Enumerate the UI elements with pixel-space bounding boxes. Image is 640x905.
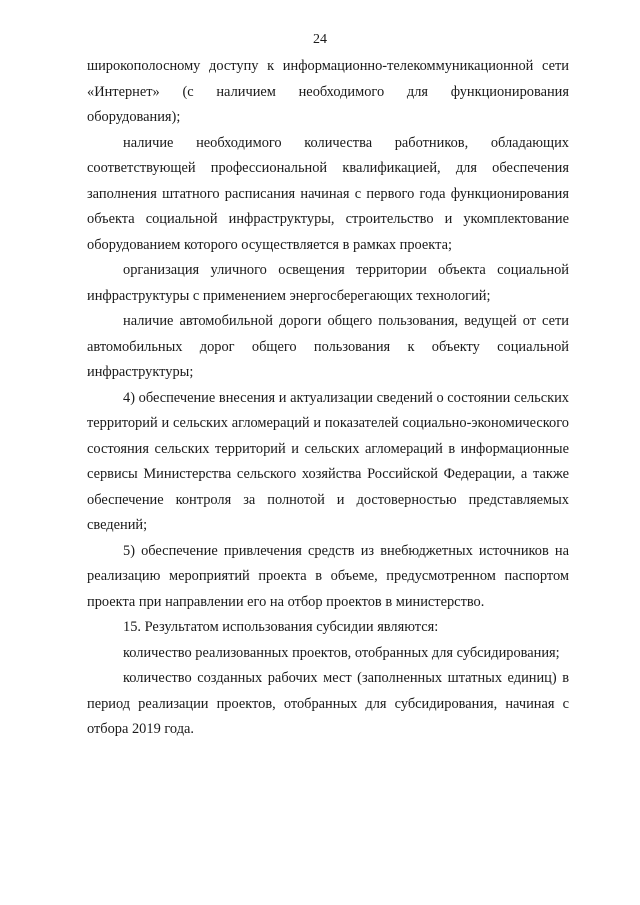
paragraph-road: наличие автомобильной дороги общего пользования, ведущей от сети автомобильных дорог общего пользования к объекту социальной инфраструктуры; bbox=[87, 313, 569, 380]
paragraph-projects-count: количество реализованных проектов, отобранных для субсидирования; bbox=[123, 644, 560, 661]
paragraph-street-lighting: организация уличного освещения территории объекта социальной инфраструктуры с применением энергосберегающих технологий; bbox=[87, 262, 569, 304]
paragraph-section-15: 15. Результатом использования субсидии являются: bbox=[123, 619, 439, 635]
paragraph-jobs-count: количество созданных рабочих мест (заполненных штатных единиц) в период реализации проектов, отобранных для субсидирования, начиная с отбора 2019 года. bbox=[87, 670, 569, 737]
paragraph-staff: наличие необходимого количества работников, обладающих соответствующей профессиональной квалификацией, для обеспечения заполнения штатного расписания начиная с первого года функционирования объекта социальной инфраструктуры, строительство и укомплектование оборудованием которого осуществляется в рамках проекта; bbox=[87, 134, 569, 253]
paragraph-item-4: 4) обеспечение внесения и актуализации сведений о состоянии сельских территорий и сельских агломераций и показателей социально-экономического состояния сельских территорий и сельских агломераций в информационные сервисы Министерства сельского хозяйства Российской Федерации, а также обеспечение контроля за полнотой и достоверностью представляемых сведений; bbox=[87, 389, 569, 533]
page-number: 24 bbox=[313, 32, 327, 47]
paragraph-item-5: 5) обеспечение привлечения средств из внебюджетных источников на реализацию мероприятий проекта в объеме, предусмотренном паспортом проекта при направлении его на отбор проектов в министерство. bbox=[87, 542, 569, 610]
paragraph-internet-access: широкополосному доступу к информационно-телекоммуникационной сети «Интернет» (с наличием необходимого для функционирования оборудования); bbox=[87, 58, 569, 125]
document-body bbox=[87, 54, 569, 743]
